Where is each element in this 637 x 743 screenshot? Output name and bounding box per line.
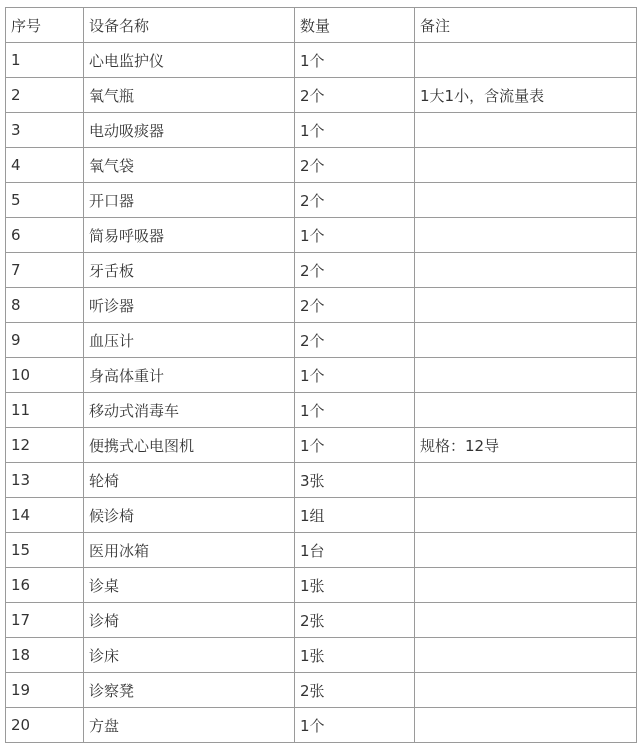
cell-equipment-name: 简易呼吸器: [84, 218, 295, 253]
cell-quantity: 1个: [295, 113, 415, 148]
cell-quantity: 1个: [295, 43, 415, 78]
cell-equipment-name: 诊床: [84, 638, 295, 673]
cell-index: 6: [6, 218, 84, 253]
cell-remarks: 1大1小，含流量表: [415, 78, 637, 113]
table-row: [6, 393, 637, 428]
table-row: [6, 498, 637, 533]
cell-remarks: [415, 218, 637, 253]
table-row: [6, 183, 637, 218]
table-row: [6, 673, 637, 708]
table-row: [6, 463, 637, 498]
cell-quantity: 2个: [295, 288, 415, 323]
cell-index: 15: [6, 533, 84, 568]
header-equipment-name: 设备名称: [84, 8, 295, 43]
cell-quantity: 2个: [295, 253, 415, 288]
table-row: [6, 288, 637, 323]
table-row: [6, 568, 637, 603]
cell-quantity: 2张: [295, 673, 415, 708]
cell-index: 4: [6, 148, 84, 183]
table-row: [6, 428, 637, 463]
cell-index: 3: [6, 113, 84, 148]
table-row: [6, 323, 637, 358]
cell-equipment-name: 便携式心电图机: [84, 428, 295, 463]
cell-quantity: 2张: [295, 603, 415, 638]
table-row: [6, 358, 637, 393]
cell-equipment-name: 诊椅: [84, 603, 295, 638]
cell-equipment-name: 轮椅: [84, 463, 295, 498]
cell-remarks: [415, 113, 637, 148]
cell-equipment-name: 氧气瓶: [84, 78, 295, 113]
cell-equipment-name: 医用冰箱: [84, 533, 295, 568]
cell-index: 13: [6, 463, 84, 498]
cell-quantity: 1个: [295, 358, 415, 393]
table-row: [6, 78, 637, 113]
cell-index: 20: [6, 708, 84, 743]
cell-quantity: 1个: [295, 218, 415, 253]
cell-remarks: [415, 43, 637, 78]
cell-index: 16: [6, 568, 84, 603]
cell-quantity: 1个: [295, 708, 415, 743]
cell-remarks: [415, 288, 637, 323]
cell-equipment-name: 电动吸痰器: [84, 113, 295, 148]
cell-index: 1: [6, 43, 84, 78]
cell-equipment-name: 诊桌: [84, 568, 295, 603]
cell-index: 5: [6, 183, 84, 218]
cell-remarks: [415, 498, 637, 533]
cell-equipment-name: 心电监护仪: [84, 43, 295, 78]
cell-remarks: [415, 253, 637, 288]
cell-equipment-name: 方盘: [84, 708, 295, 743]
equipment-table: [5, 7, 637, 743]
cell-index: 11: [6, 393, 84, 428]
cell-remarks: [415, 148, 637, 183]
cell-index: 19: [6, 673, 84, 708]
cell-equipment-name: 血压计: [84, 323, 295, 358]
cell-equipment-name: 开口器: [84, 183, 295, 218]
cell-remarks: [415, 533, 637, 568]
cell-quantity: 1台: [295, 533, 415, 568]
cell-quantity: 2个: [295, 78, 415, 113]
cell-quantity: 1组: [295, 498, 415, 533]
cell-index: 2: [6, 78, 84, 113]
table-row: [6, 43, 637, 78]
cell-equipment-name: 候诊椅: [84, 498, 295, 533]
cell-remarks: [415, 603, 637, 638]
cell-equipment-name: 诊察凳: [84, 673, 295, 708]
cell-remarks: [415, 708, 637, 743]
cell-equipment-name: 听诊器: [84, 288, 295, 323]
cell-index: 17: [6, 603, 84, 638]
table-row: [6, 708, 637, 743]
cell-quantity: 2个: [295, 183, 415, 218]
cell-remarks: 规格：12导: [415, 428, 637, 463]
cell-remarks: [415, 323, 637, 358]
header-index: 序号: [6, 8, 84, 43]
table-row: [6, 218, 637, 253]
cell-remarks: [415, 393, 637, 428]
cell-equipment-name: 身高体重计: [84, 358, 295, 393]
table-row: [6, 638, 637, 673]
cell-quantity: 1张: [295, 638, 415, 673]
header-remarks: 备注: [415, 8, 637, 43]
cell-index: 9: [6, 323, 84, 358]
cell-index: 14: [6, 498, 84, 533]
cell-remarks: [415, 568, 637, 603]
cell-quantity: 3张: [295, 463, 415, 498]
table-row: [6, 113, 637, 148]
cell-equipment-name: 移动式消毒车: [84, 393, 295, 428]
cell-quantity: 1个: [295, 428, 415, 463]
cell-index: 8: [6, 288, 84, 323]
cell-index: 12: [6, 428, 84, 463]
cell-equipment-name: 牙舌板: [84, 253, 295, 288]
cell-index: 7: [6, 253, 84, 288]
table-row: [6, 148, 637, 183]
table-header-row: [6, 8, 637, 43]
cell-remarks: [415, 358, 637, 393]
cell-equipment-name: 氧气袋: [84, 148, 295, 183]
cell-quantity: 2个: [295, 148, 415, 183]
table-body: [6, 43, 637, 743]
cell-remarks: [415, 638, 637, 673]
cell-index: 10: [6, 358, 84, 393]
header-quantity: 数量: [295, 8, 415, 43]
table-row: [6, 253, 637, 288]
cell-index: 18: [6, 638, 84, 673]
table-row: [6, 603, 637, 638]
cell-quantity: 2个: [295, 323, 415, 358]
cell-quantity: 1张: [295, 568, 415, 603]
table-row: [6, 533, 637, 568]
cell-quantity: 1个: [295, 393, 415, 428]
cell-remarks: [415, 673, 637, 708]
cell-remarks: [415, 463, 637, 498]
cell-remarks: [415, 183, 637, 218]
